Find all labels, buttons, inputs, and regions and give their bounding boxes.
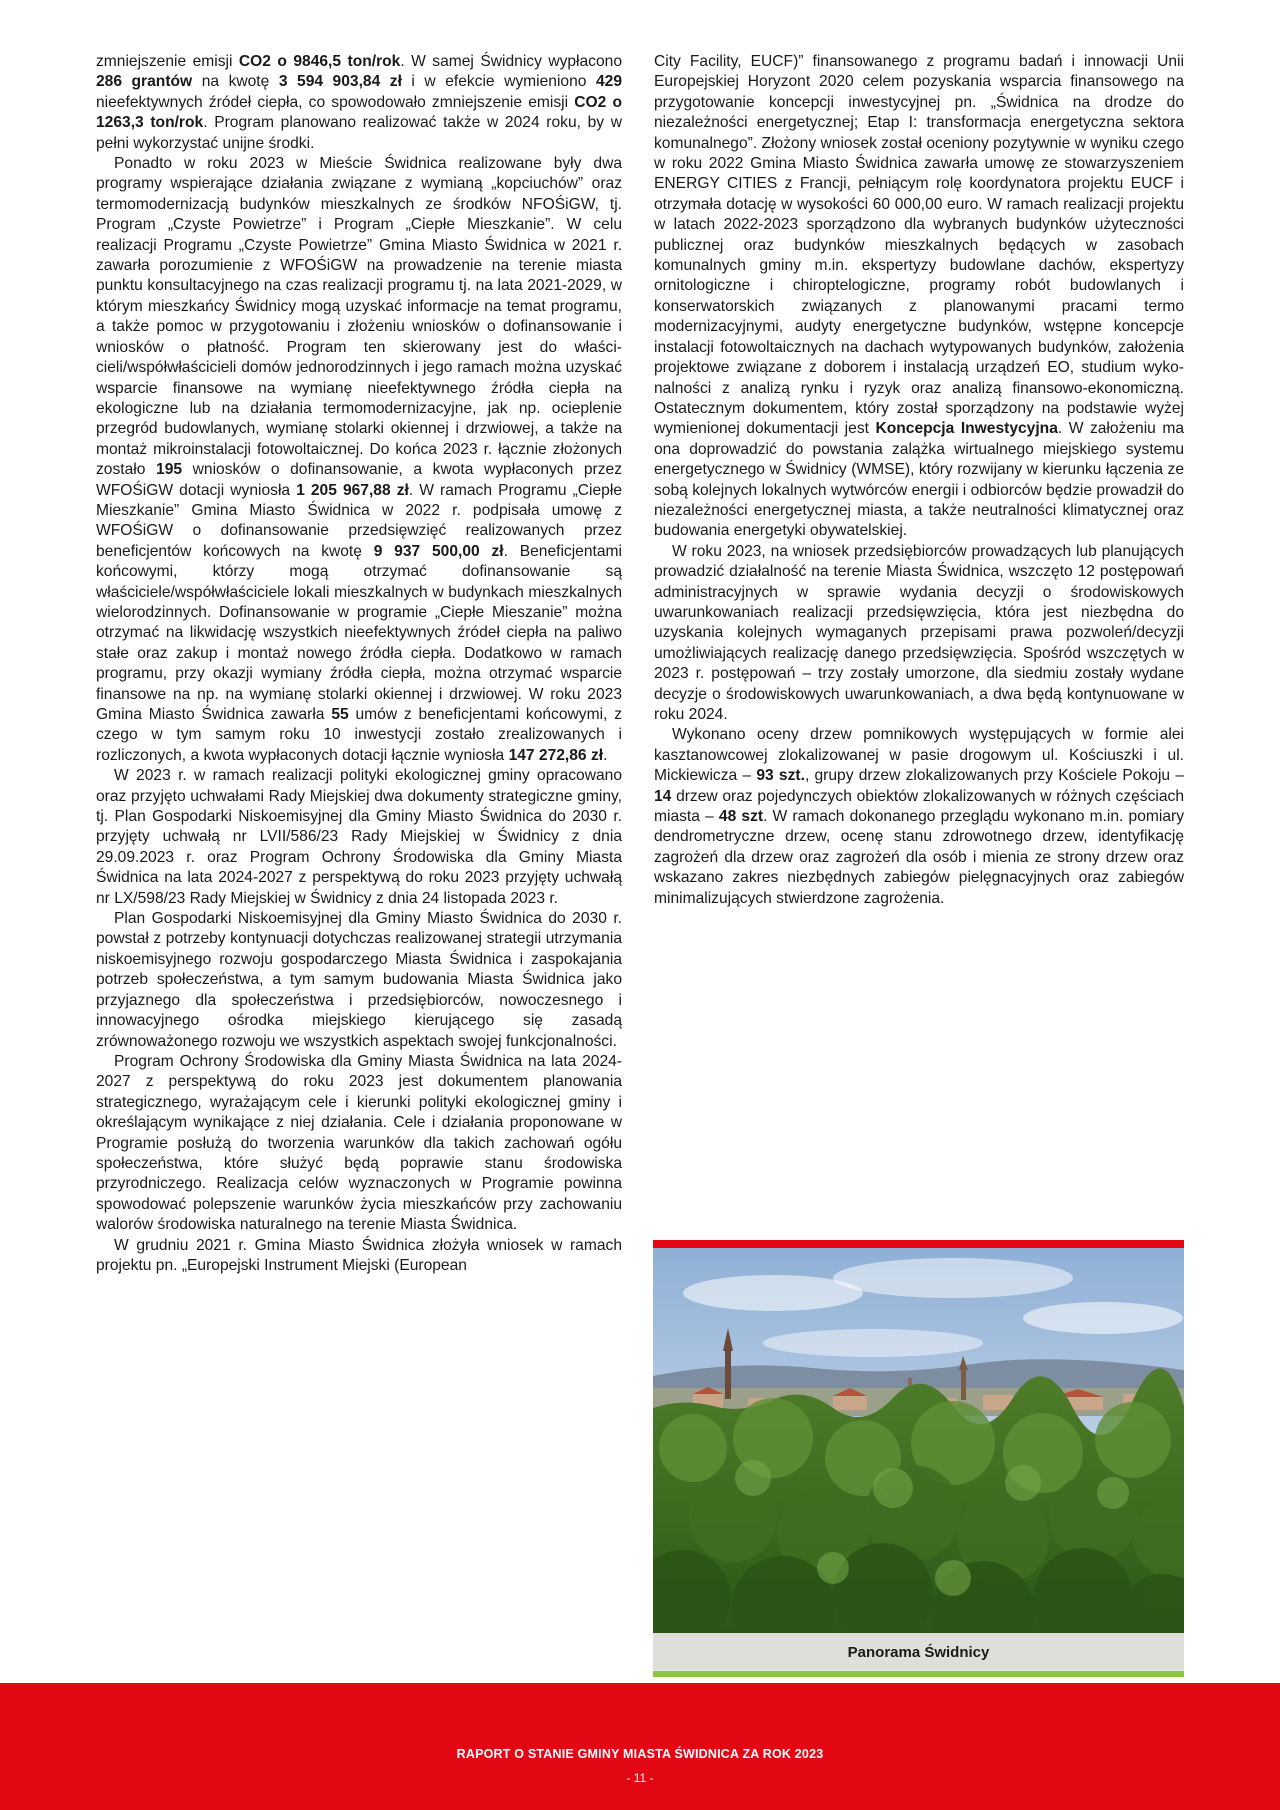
left-column	[96, 52, 622, 1276]
text-run: zmniejszenie emisji	[96, 53, 239, 70]
text-run: . W ramach Programu „Ciepłe Mieszkanie” Gmina Miasto Świdnica w 2022 r. podpisała umowę z WFOŚiGW o dofinansowanie przedsięwzięć realizowanych przez beneficjentów końcowych na kwotę	[96, 481, 622, 560]
text-run: . W ramach dokonanego przeglądu wykonano m.in. pomiary dendrometryczne drzew, ocenę stanu zdrowotnego drzew, identyfikację zagrożeń dla drzew oraz zagrożeń dla osób i mienia ze strony drzew oraz wskazano zakres niezbędnych zabiegów pielęgnacyjnych oraz zabiegów minimalizujących stwierdzone zagrożenia.	[654, 808, 1184, 907]
text-run: wniosków o dofinansowanie, a kwota wypłaconych przez WFOŚiGW dotacji wyniosła	[96, 461, 622, 499]
text-run: i w efekcie wymieniono	[401, 73, 596, 91]
text-run: drzew oraz pojedynczych obiektów zlokalizowanych w różnych częściach miasta –	[654, 787, 1184, 826]
paragraph	[96, 154, 622, 766]
text-run: nieefektywnych źródeł ciepła, co spowodowało zmniejszenie emisji	[96, 93, 575, 111]
right-column	[654, 52, 1184, 909]
paragraph: W 2023 r. w ramach realizacji polityki ekologicznej gminy opracowano oraz przyjęto uchwałami Rady Miejskiej dwa dokumenty strategiczne gminy, tj. Plan Gospodarki Niskoemisyjnej dla Gminy Miasto Świdnica do 2030 r. przyjęty uchwałą nr LVII/586/23 Rady Miejskiej w Świdnicy z dnia 29.09.2023 r. oraz Program Ochrony Środowiska dla Gminy Miasta Świdnica na lata 2024-2027 z perspektywą do roku 2023 przyjęty uchwałą nr LX/598/23 Rady Miejskiej w Świdnicy z dnia 24 listopada 2023 r.	[96, 767, 622, 907]
paragraph: Plan Gospodarki Niskoemisyjnej dla Gminy Miasto Świdnica do 2030 r. powstał z potrzeby kontynuacji dotychczas realizowanej strategii utrzymania niskoemisyjnego rozwoju gospodarczego Miasta Świdnica i zaspokajania potrzeb społeczeństwa, a tym samym budowania Miasta Świdnica jako przyjaznego dla społeczeństwa i przedsiębiorców, nowoczesnego i innowacyjnego ośrodka miejskiego kierującego się zasadą zrównoważonego rozwoju we wszystkich aspektach swojej funkcjonalności.	[96, 910, 622, 1050]
text-run: . Beneficjentami końcowymi, którzy mogą otrzymać dofinansowanie są właściciele/współwłaściciele lokali mieszkalnych w budynkach mieszkalnych wielorodzinnych. Dofinansowanie w programie „Ciepłe Mieszanie” można otrzymać na likwidację wszystkich nieefektywnych źródeł ciepła na paliwo stałe oraz zakup i montaż nowego źródła ciepła. Dodatkowo w ramach programu, przy okazji wymiany źródła ciepła, można otrzymać wsparcie finansowe na np. na wymianę stolarki okiennej i drzwiowej. W roku 2023 Gmina Miasto Świdnica zawarła	[96, 542, 622, 723]
paragraph: W roku 2023, na wniosek przedsiębiorców prowadzących lub planujących prowadzić działalność na terenie Miasta Świdnica, wszczęto 12 postępowań administracyjnych w sprawie wydania decyzji o środowiskowych uwarunkowaniach realizacji przedsięwzięcia, która jest niezbędna do uzyskania kolejnych wymaganych przepisami prawa pozwoleń/decyzji umożliwiających realizację danego przedsięwzięcia. Spośród wszczętych w 2023 r. postępowań – trzy zostały umorzone, dla siedmiu zostały wydane decyzje o środowiskowych uwarunkowaniach, a dwa będą kontynuowane w roku 2024.	[654, 542, 1184, 723]
text-run: .	[603, 746, 608, 764]
bold-figure: 1 205 967,88 zł	[296, 481, 409, 499]
bold-figure: 48 szt	[718, 808, 764, 826]
photo-accent-bar	[653, 1240, 1184, 1248]
text-run: Ponadto w roku 2023 w Mieście Świdnica realizowane były dwa programy wspierające działania związane z wymianą „kopciuchów” oraz termomodernizacją budynków mieszkalnych ze środków NFOŚiGW, tj. Program „Czyste Powietrze” i Program „Ciepłe Mieszkanie”. W celu realizacji Programu „Czyste Powietrze” Gmina Miasto Świdnica w 2021 r. zawarła porozumienie z WFOŚiGW na prowadzenie na terenie miasta punktu konsultacyjnego na czas realizacji programu tj. na lata 2021-2029, w którym mieszkańcy Świdnicy mogą uzyskać informacje na temat programu, a także pomoc w przygotowaniu i złożeniu wniosków o dofinansowanie i wniosków o płatność. Program ten skierowany jest do właścicieli/współwłaścicieli domów jednorodzinnych i jego ramach można uzyskać wsparcie finansowe na wymianę nieefektywnego źródła ciepła na ekologiczne lub na działania termomodernizacyjne, jak np. ocieplenie przegród budowlanych, wymianę stolarki okiennej i drzwiowej, a także na montaż mikroinstalacji fotowoltaicznej. Do końca 2023 r. łącznie złożonych zostało	[96, 155, 622, 479]
bold-figure: 14	[654, 787, 672, 805]
bold-figure: 286 grantów	[96, 73, 193, 91]
bold-figure: 195	[156, 461, 183, 479]
page-footer	[0, 1683, 1280, 1810]
panorama-image	[653, 1248, 1184, 1670]
paragraph	[654, 725, 1184, 909]
page-number: - 11 -	[626, 1771, 654, 1785]
bold-figure: 429	[595, 73, 623, 91]
paragraph: W grudniu 2021 r. Gmina Miasto Świdnica złożyła wniosek w ramach projektu pn. „Europejski Instrument Miejski (European	[96, 1236, 622, 1274]
bold-figure: 147 272,86 zł	[508, 746, 604, 764]
bold-figure: CO2 o 9846,5 ton/rok	[238, 53, 401, 70]
report-title: RAPORT O STANIE GMINY MIASTA ŚWIDNICA ZA ROK 2023	[456, 1747, 824, 1761]
photo-caption: Panorama Świdnicy	[653, 1633, 1184, 1677]
bold-figure: 9 937 500,00 zł	[373, 542, 504, 560]
bold-figure: 93 szt.	[756, 767, 805, 785]
text-run: . W samej Świdnicy wypłacono	[400, 53, 622, 70]
text-run: . Program planowano realizować także w 2024 roku, by w pełni wykorzystać unijne środki.	[96, 114, 622, 152]
bold-figure: 55	[331, 706, 349, 723]
text-run: . W założeniu ma ona doprowadzić do powstania zalążka wirtualnego miejskiego systemu energetycznego w Świdnicy (WMSE), który rozwijany w kierunku łączenia ze sobą kolejnych lokalnych wytwórców energii i odbiorców będzie prowadził do niezależności energetycznej miasta, a także neutralności klimatycznej oraz budowania energetyki obywatelskiej.	[654, 420, 1184, 540]
panorama-photo	[653, 1240, 1184, 1677]
bold-figure: 3 594 903,84 zł	[278, 73, 402, 91]
text-run: , grupy drzew zlokalizowanych przy Kościele Pokoju –	[804, 767, 1184, 785]
paragraph: Program Ochrony Środowiska dla Gminy Miasta Świdnica na lata 2024-2027 z perspektywą do roku 2023 jest dokumentem planowania strategicznego, wyrażającym cele i kierunki polityki ekologicznej gminy i określającym wynikające z niej działania. Cele i działania proponowane w Programie posłużą do tworzenia warunków dla takich zachowań ogółu społeczeństwa, które służyć będą poprawie stanu środowiska przyrodniczego. Realizacja celów wyznaczonych w Programie powinna spowodować polepszenie warunków życia mieszkańców przy zachowaniu walorów środowiska naturalnego na terenie Miasta Świdnica.	[96, 1052, 622, 1234]
text-run: Wykonano oceny drzew pomnikowych występujących w formie alei kasztanowcowej zlokalizowanej w pasie drogowym ul. Kościuszki i ul. Mickiewicza –	[654, 726, 1184, 785]
paragraph	[96, 52, 622, 154]
bold-figure: CO2 o 1263,3 ton/rok	[96, 93, 623, 132]
paragraph	[654, 52, 1184, 542]
bold-figure: Koncepcja Inwestycyjna	[875, 420, 1058, 438]
text-run: umów z beneficjentami końcowymi, z czego w tym samym roku 10 inwestycji zostało zrealizowanych i rozliczonych, a kwota wypłaconych dotacji łącznie wyniosła	[96, 706, 622, 764]
text-run: na kwotę	[192, 73, 279, 91]
text-run: City Facility, EUCF)” finansowanego z programu badań i innowacji Unii Europejskiej Horyzont 2020 celem pozyskania wsparcia finansowego na przygotowanie koncepcji inwestycyjnej pn. „Świdnica na drodze do niezależności energetycznej; Etap I: transformacja energetyczna sektora komunalnego”. Złożony wniosek został oceniony pozytywnie w wyniku czego w roku 2022 Gmina Miasto Świdnica zawarła umowę ze stowarzyszeniem ENERGY CITIES z Francji, pełniącym rolę koordynatora projektu EUCF i otrzymała dotację w wysokości 60 000,00 euro. W ramach realizacji projektu w latach 2022-2023 sporządzono dla wybranych budynków użyteczności publicznej oraz budynków mieszkalnych będących w zasobach komunalnych gminy m.in. ekspertyzy budowlane dachów, ekspertyzy ornitologiczne i chiroptelogiczne, programy robót budowlanych i konserwatorskich związanych z planowanymi pracami termo modernizacyjnymi, audyty energetyczne budynków, wstępne koncepcje instalacji fotowoltaicznych na dachach wytypowanych budynków, założenia projektowe związane z doborem i instalacją urządzeń EO, studium wykonalności z analizą rynku i ryzyk oraz analizą finansowo-ekonomiczną. Ostatecznym dokumentem, który został sporządzony na podstawie wyżej wymienionej dokumentacji jest	[654, 53, 1184, 438]
